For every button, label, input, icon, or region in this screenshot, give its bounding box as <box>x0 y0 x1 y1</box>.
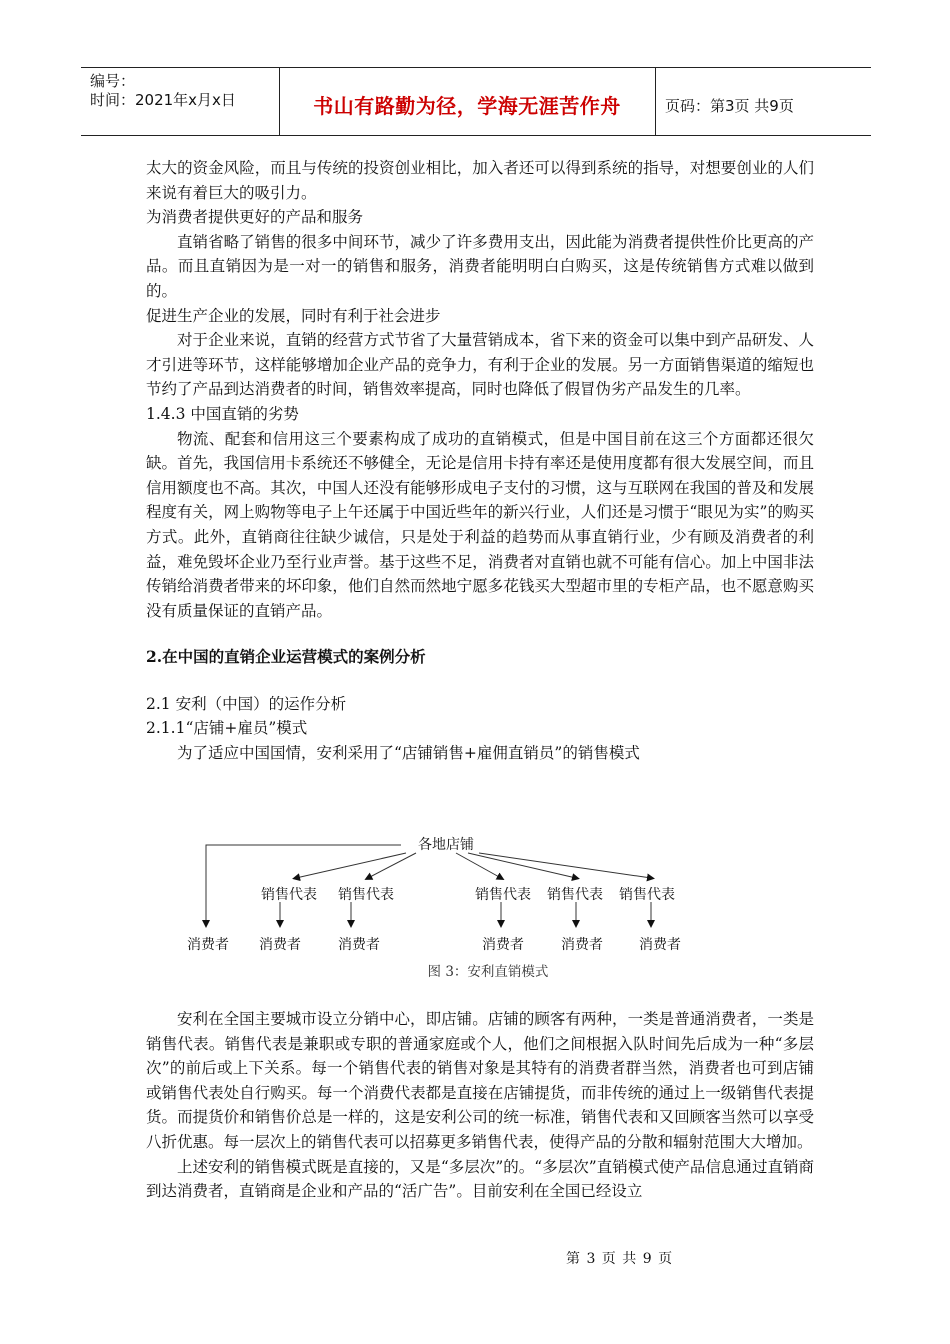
paragraph: 太大的资金风险，而且与传统的投资创业相比，加入者还可以得到系统的指导，对想要创业的人们来说有着巨大的吸引力。 <box>146 159 814 202</box>
section-heading: 2.1.1“店铺+雇员”模式 <box>146 719 308 738</box>
node-sales-rep: 销售代表 <box>261 887 317 903</box>
header-motto: 书山有路勤为径，学海无涯苦作舟 <box>313 94 621 118</box>
document-body <box>146 156 814 766</box>
figure-caption: 图 3：安利直销模式 <box>427 964 549 980</box>
node-sales-rep: 销售代表 <box>619 887 675 903</box>
header-page-label: 页码：第3页 共9页 <box>665 97 794 115</box>
section-heading: 促进生产企业的发展，同时有利于社会进步 <box>146 306 441 325</box>
paragraph: 直销省略了销售的很多中间环节，减少了许多费用支出，因此能为消费者提供性价比更高的产品。而且直销因为是一对一的销售和服务，消费者能明明白白购买，这是传统销售方式难以做到的。 <box>146 232 814 300</box>
node-consumer: 消费者 <box>561 937 603 953</box>
paragraph: 安利在全国主要城市设立分销中心，即店铺。店铺的顾客有两种，一类是普通消费者，一类是销售代表。销售代表是兼职或专职的普通家庭或个人，他们之间根据入队时间先后成为一种“多层次”的前后或上下关系。每一个销售代表的销售对象是其特有的消费者群当然，消费者也可到店铺或销售代表处自行购买。每一个消费代表都是直接在店铺提货，而非传统的通过上一级销售代表提货。而提货价和销售价总是一样的，这是安利公司的统一标准，销售代表和又回顾客当然可以享受八折优惠。每一层次上的销售代表可以招募更多销售代表，使得产品的分散和辐射范围大大增加。 <box>146 1010 814 1151</box>
header-divider <box>655 68 656 135</box>
connector-line <box>296 853 406 878</box>
node-consumer: 消费者 <box>187 937 229 953</box>
page-footer: 第 3 页 共 9 页 <box>566 1251 674 1267</box>
paragraph: 物流、配套和信用这三个要素构成了成功的直销模式，但是中国目前在这三个方面都还很欠缺。首先，我国信用卡系统还不够健全，无论是信用卡持有率还是使用度都有很大发展空间，而且信用额度也不高。其次，中国人还没有能够形成电子支付的习惯，这与互联网在我国的普及和发展程度有关，网上购物等电子上午还属于中国近些年的新兴行业，人们还是习惯于“眼见为实”的购买方式。此外，直销商往往缺少诚信，只是处于利益的趋势而从事直销行业，少有顾及消费者的利益，难免毁坏企业乃至行业声誉。基于这些不足，消费者对直销也就不可能有信心。加上中国非法传销给消费者带来的坏印象，他们自然而然地宁愿多花钱买大型超市里的专柜产品，也不愿意购买没有质量保证的直销产品。 <box>146 429 814 620</box>
connector-line <box>468 853 576 878</box>
paragraph: 上述安利的销售模式既是直接的，又是“多层次”的。“多层次”直销模式使产品信息通过直销商到达消费者，直销商是企业和产品的“活广告”。目前安利在全国已经设立 <box>146 1157 814 1201</box>
node-consumer: 消费者 <box>639 937 681 953</box>
connector-line <box>368 853 416 878</box>
header-meta <box>90 72 236 110</box>
connector-line <box>456 853 501 878</box>
document-body-continued <box>146 1007 814 1204</box>
node-consumer: 消费者 <box>338 937 380 953</box>
time-label: 时间：2021年x月x日 <box>90 91 236 109</box>
node-stores: 各地店铺 <box>418 837 474 853</box>
paragraph: 为了适应中国国情，安利采用了“店铺销售+雇佣直销员”的销售模式 <box>177 744 640 763</box>
node-sales-rep: 销售代表 <box>475 887 531 903</box>
number-label: 编号： <box>90 72 136 90</box>
chapter-heading: 2.在中国的直销企业运营模式的案例分析 <box>146 647 426 667</box>
page-header <box>81 67 871 136</box>
node-consumer: 消费者 <box>259 937 301 953</box>
node-sales-rep: 销售代表 <box>547 887 603 903</box>
amway-model-diagram <box>146 828 814 988</box>
section-heading: 2.1 安利（中国）的运作分析 <box>146 694 347 713</box>
connector-line <box>479 853 651 878</box>
node-consumer: 消费者 <box>482 937 524 953</box>
section-heading: 1.4.3 中国直销的劣势 <box>146 404 299 423</box>
paragraph: 对于企业来说，直销的经营方式节省了大量营销成本，省下来的资金可以集中到产品研发、人才引进等环节，这样能够增加企业产品的竞争力，有利于企业的发展。另一方面销售渠道的缩短也节约了产品到达消费者的时间，销售效率提高，同时也降低了假冒伪劣产品发生的几率。 <box>146 331 814 399</box>
section-heading: 为消费者提供更好的产品和服务 <box>146 208 364 227</box>
node-sales-rep: 销售代表 <box>338 887 394 903</box>
